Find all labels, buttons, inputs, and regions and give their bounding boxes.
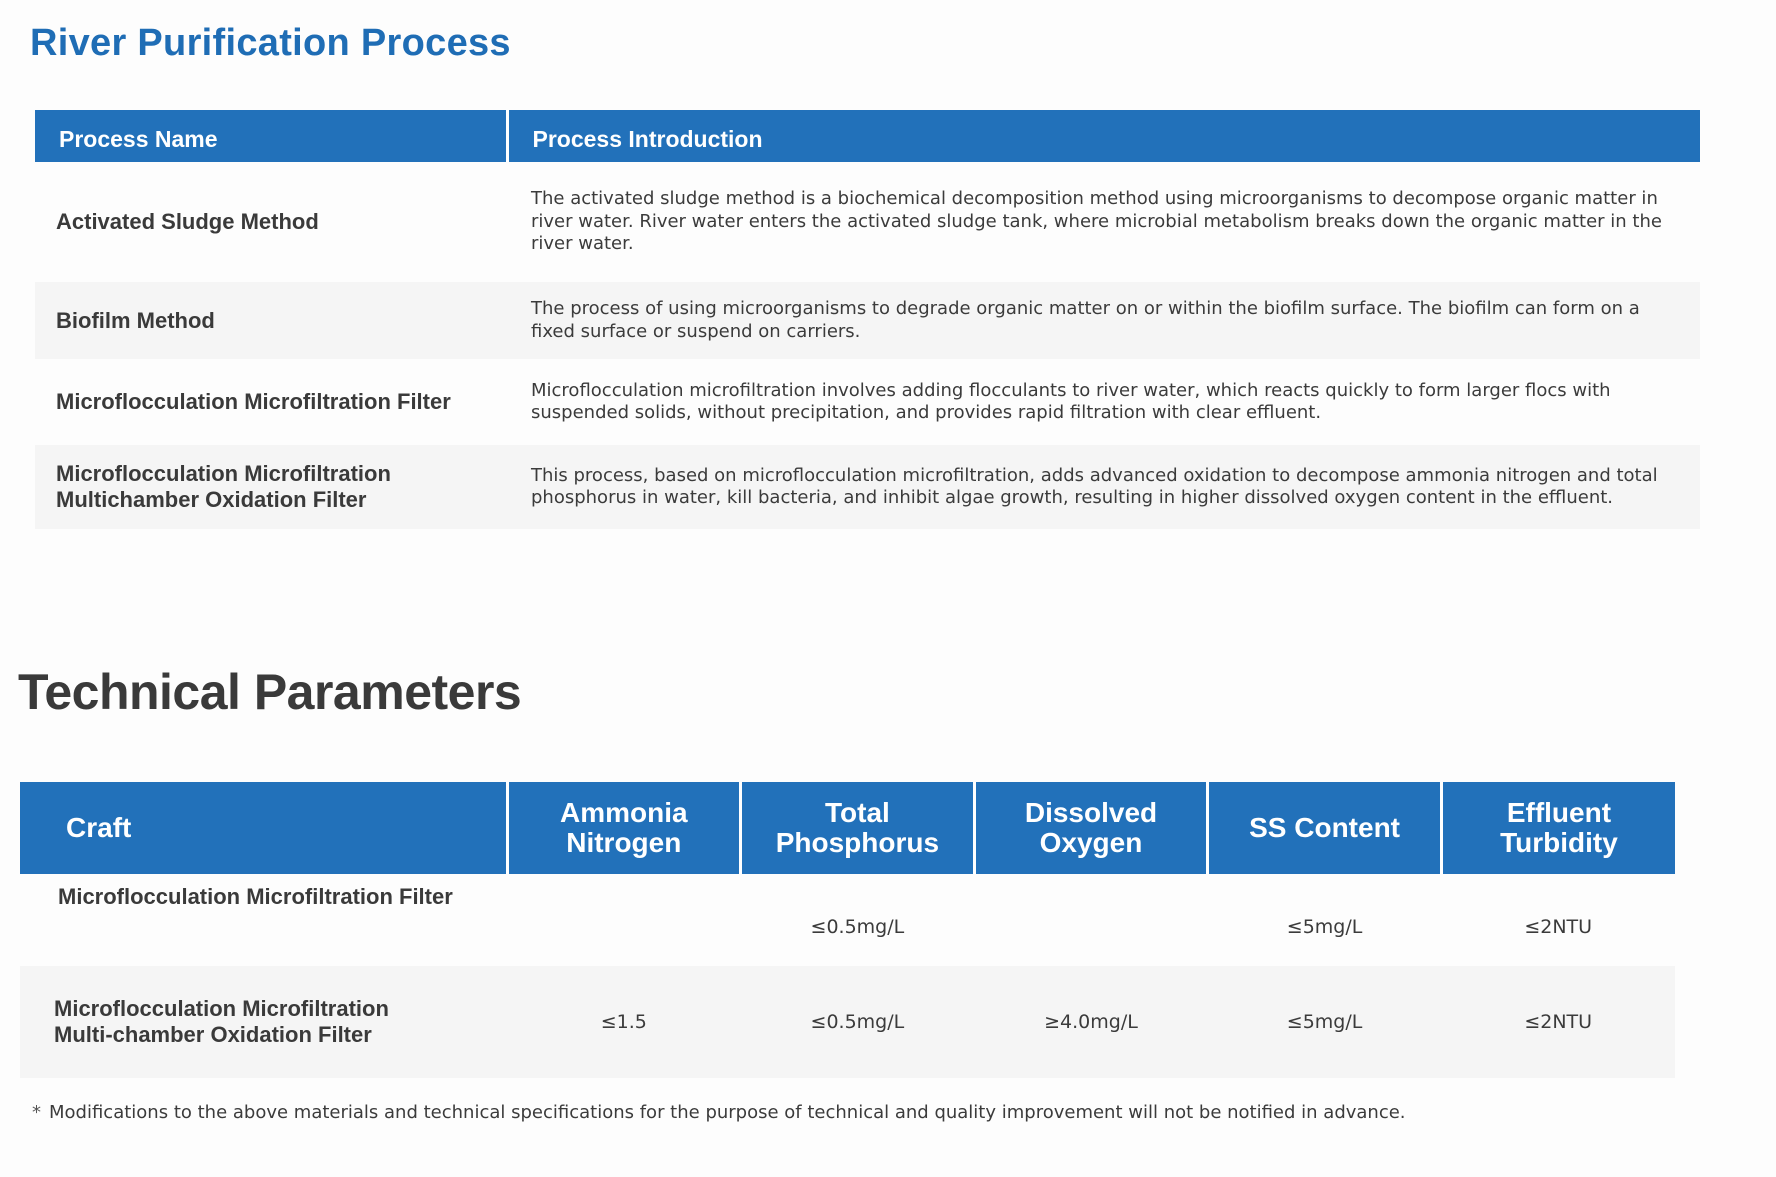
turbidity-value: ≤2NTU <box>1524 916 1593 938</box>
table-row <box>35 359 1700 445</box>
header-line: Oxygen <box>1039 827 1143 858</box>
process-table-header <box>35 110 1700 162</box>
process-name: Microflocculation Microfiltration Filter <box>56 389 451 414</box>
process-intro: The process of using microorganisms to degrade organic matter on or within the biofilm surface. The biofilm can form on a fixed surface or suspend on carriers. <box>531 298 1640 342</box>
craft-name-line: Microflocculation Microfiltration <box>54 996 389 1021</box>
oxygen-value: ≥4.0mg/L <box>1044 1011 1138 1033</box>
process-table <box>35 110 1700 529</box>
turbidity-header <box>1441 782 1675 874</box>
params-table-header <box>20 782 1675 874</box>
header-line: Ammonia <box>560 797 688 828</box>
params-table <box>20 782 1675 1078</box>
header-line: Phosphorus <box>775 827 940 858</box>
asterisk-icon: * <box>32 1102 41 1123</box>
turbidity-value: ≤2NTU <box>1524 1011 1593 1033</box>
phosphorus-value: ≤0.5mg/L <box>810 916 905 938</box>
table-row <box>35 282 1700 359</box>
process-name-header: Process Name <box>35 110 507 162</box>
oxygen-value <box>974 874 1208 966</box>
phosphorus-header <box>741 782 975 874</box>
header-line: Turbidity <box>1500 827 1618 858</box>
process-name: Activated Sludge Method <box>56 209 319 234</box>
table-row <box>35 162 1700 282</box>
header-line: Effluent <box>1506 797 1612 828</box>
process-section-title: River Purification Process <box>30 22 511 64</box>
craft-header: Craft <box>20 782 507 874</box>
process-intro: Microflocculation microfiltration involves adding flocculants to river water, which reacts quickly to form larger flocs with suspended solids, without precipitation, and provides rapid filtration with clear effluent. <box>531 379 1611 423</box>
process-name <box>35 445 507 529</box>
craft-name-line: Multi-chamber Oxidation Filter <box>54 1022 372 1047</box>
process-name: Biofilm Method <box>56 307 215 333</box>
footnote <box>32 1102 1406 1123</box>
process-intro: The activated sludge method is a biochemical decomposition method using microorganisms to decompose organic matter in river water. River water enters the activated sludge tank, where microbial metabolism breaks down the organic matter in the river water. <box>531 188 1662 255</box>
header-line: Dissolved <box>1024 797 1158 828</box>
process-name-line: Multichamber Oxidation Filter <box>56 487 367 512</box>
process-intro: This process, based on microflocculation microfiltration, adds advanced oxidation to decompose ammonia nitrogen and total phosphorus in water, kill bacteria, and inhibit algae growth, resulting in higher dissolved oxygen content in the effluent. <box>531 464 1658 508</box>
params-section-title: Technical Parameters <box>18 664 522 720</box>
table-row <box>35 445 1700 529</box>
process-name-line: Microflocculation Microfiltration <box>56 461 391 486</box>
craft-name <box>20 966 507 1078</box>
ammonia-value <box>507 874 741 966</box>
footnote-text: Modifications to the above materials and technical specifications for the purpose of technical and quality improvement will not be notified in advance. <box>49 1102 1406 1123</box>
phosphorus-value: ≤0.5mg/L <box>810 1011 905 1033</box>
header-line: Total <box>824 797 890 828</box>
oxygen-header <box>974 782 1208 874</box>
table-row <box>20 966 1675 1078</box>
header-line: Nitrogen <box>566 827 682 858</box>
ss-value: ≤5mg/L <box>1286 916 1363 938</box>
ss-header: SS Content <box>1208 782 1442 874</box>
ss-value: ≤5mg/L <box>1286 1011 1363 1033</box>
process-intro-header: Process Introduction <box>507 110 1700 162</box>
ammonia-header <box>507 782 741 874</box>
craft-name: Microflocculation Microfiltration Filter <box>58 884 453 909</box>
table-row <box>20 874 1675 966</box>
ammonia-value: ≤1.5 <box>600 1011 647 1033</box>
